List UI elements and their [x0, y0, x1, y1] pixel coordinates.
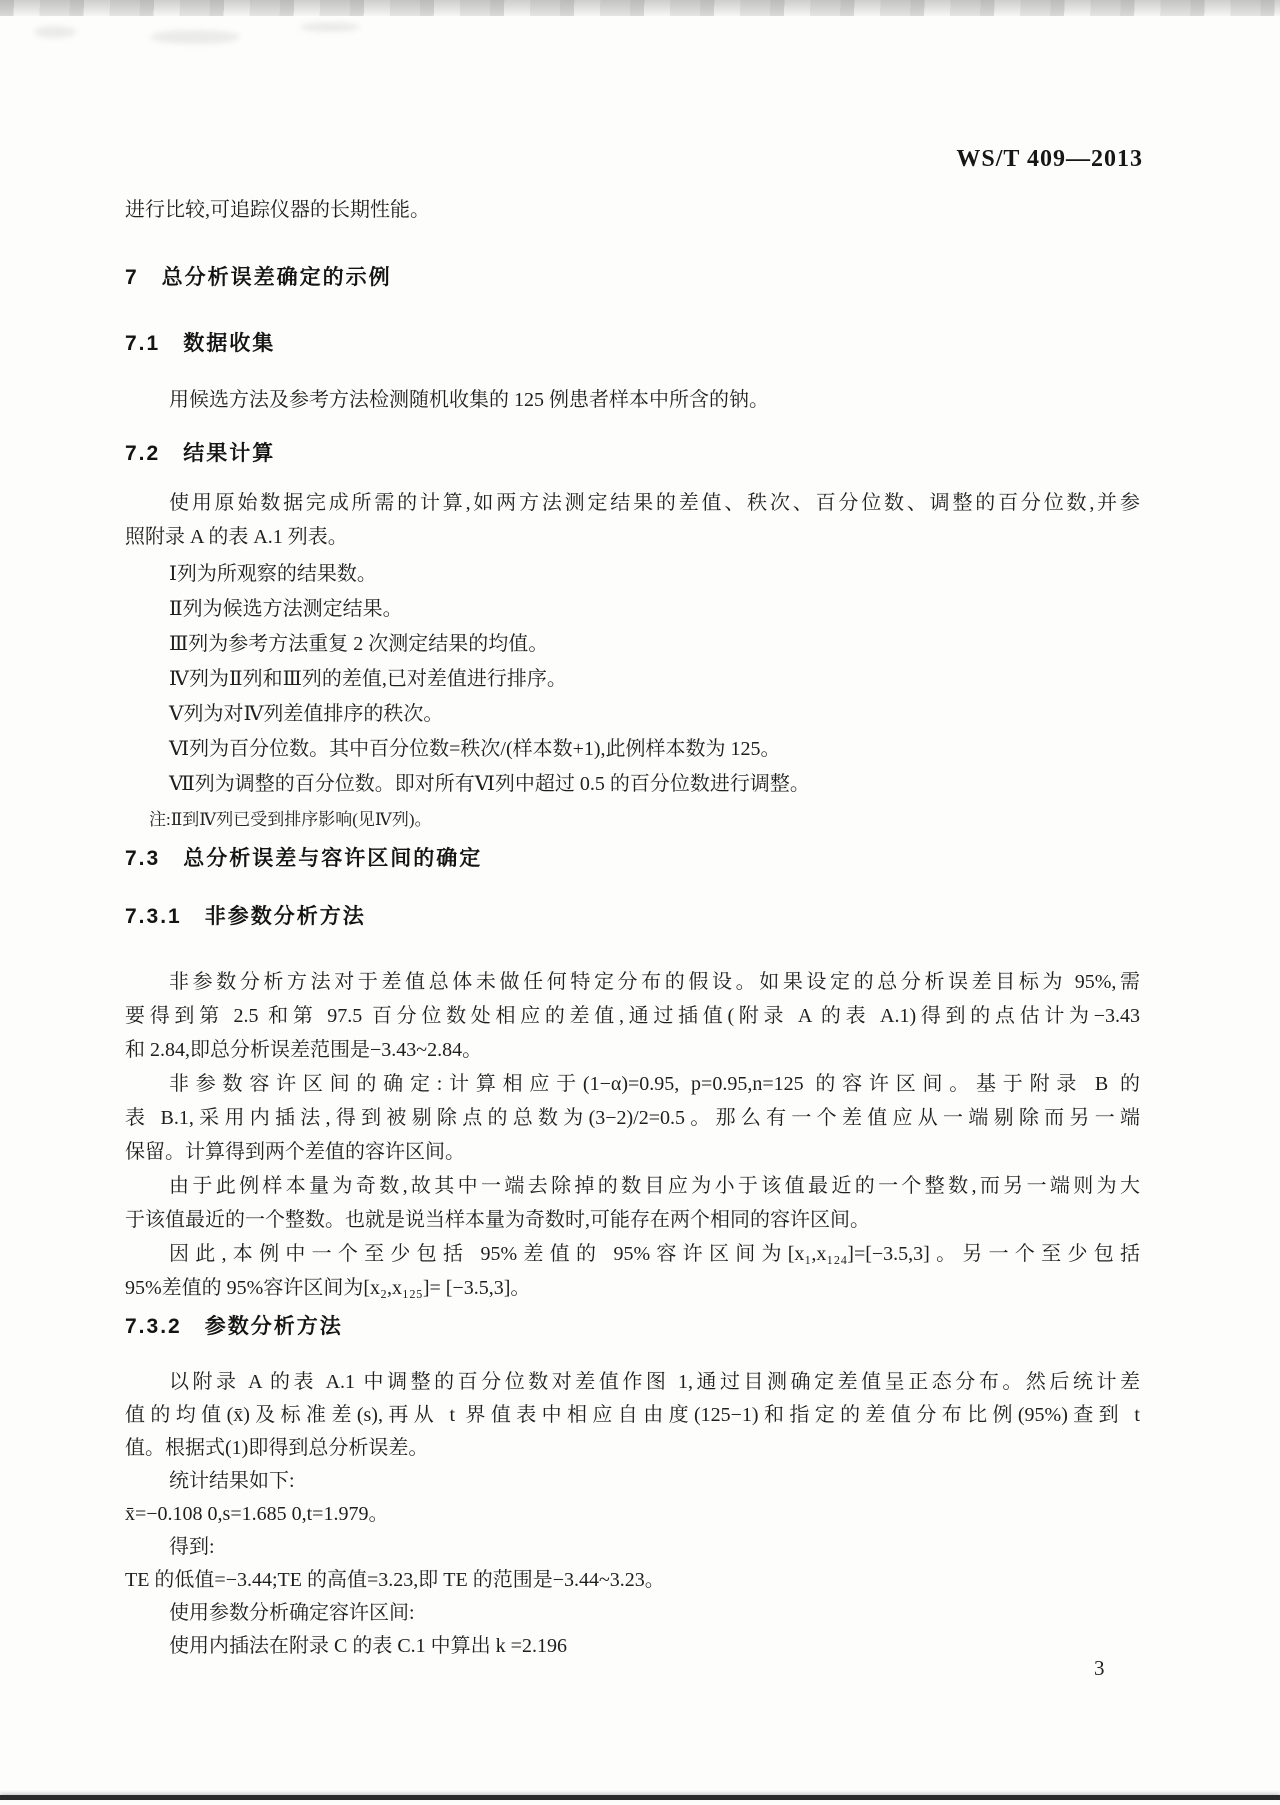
text-line: 以附录 A 的表 A.1 中调整的百分位数对差值作图 1,通过目测确定差值呈正态分布。然后统计差 [169, 1371, 1140, 1393]
text-line: 非参数分析方法对于差值总体未做任何特定分布的假设。如果设定的总分析误差目标为 95%,需 [169, 971, 1140, 993]
text-line: Ⅳ列为Ⅱ列和Ⅲ列的差值,已对差值进行排序。 [169, 668, 567, 690]
text-line: 表 B.1,采用内插法,得到被剔除点的总数为(3−2)/2=0.5。那么有一个差值应从一端剔除而另一端 [125, 1107, 1140, 1129]
section-heading: 7 总分析误差确定的示例 [125, 266, 392, 289]
text-line: x̄=−0.108 0,s=1.685 0,t=1.979。 [125, 1503, 389, 1525]
text-line: 得到: [169, 1536, 215, 1558]
text-line: TE 的低值=−3.44;TE 的高值=3.23,即 TE 的范围是−3.44~3.23。 [125, 1569, 665, 1591]
text-line: 由于此例样本量为奇数,故其中一端去除掉的数目应为小于该值最近的一个整数,而另一端则为大 [169, 1175, 1140, 1197]
section-heading: 7.3 总分析误差与容许区间的确定 [125, 847, 483, 870]
scan-smudge [150, 30, 240, 44]
text-line: 95%差值的 95%容许区间为[x₂,x₁₂₅]= [−3.5,3]。 [125, 1277, 531, 1299]
text-line: Ⅲ列为参考方法重复 2 次测定结果的均值。 [169, 633, 549, 655]
scan-smudge [34, 26, 76, 38]
text-line: 使用原始数据完成所需的计算,如两方法测定结果的差值、秩次、百分位数、调整的百分位数,并参 [169, 492, 1140, 514]
text-line: 照附录 A 的表 A.1 列表。 [125, 526, 348, 548]
text-line: 非参数容许区间的确定:计算相应于(1−α)=0.95, p=0.95,n=125 的容许区间。基于附录 B 的 [169, 1073, 1140, 1095]
text-line: 保留。计算得到两个差值的容许区间。 [125, 1141, 465, 1163]
text-line: 用候选方法及参考方法检测随机收集的 125 例患者样本中所含的钠。 [169, 389, 769, 411]
text-line: 值。根据式(1)即得到总分析误差。 [125, 1437, 429, 1459]
text-line: 进行比较,可追踪仪器的长期性能。 [125, 199, 430, 221]
text-line: 要得到第 2.5 和第 97.5 百分位数处相应的差值,通过插值(附录 A 的表 A.1)得到的点估计为−3.43 [125, 1005, 1140, 1027]
text-line: Ⅱ列为候选方法测定结果。 [169, 598, 403, 620]
text-line: Ⅶ列为调整的百分位数。即对所有Ⅵ列中超过 0.5 的百分位数进行调整。 [169, 773, 810, 795]
text-line: 值的均值(x̄)及标准差(s),再从 t 界值表中相应自由度(125−1)和指定的差值分布比例(95%)查到 t [125, 1404, 1140, 1426]
text-line: 于该值最近的一个整数。也就是说当样本量为奇数时,可能存在两个相同的容许区间。 [125, 1209, 870, 1231]
scan-smudge [300, 22, 360, 32]
scan-edge-bottom [0, 1795, 1280, 1800]
text-line: 使用参数分析确定容许区间: [169, 1602, 415, 1624]
text-line: Ⅵ列为百分位数。其中百分位数=秩次/(样本数+1),此例样本数为 125。 [169, 738, 781, 760]
section-heading: 7.3.2 参数分析方法 [125, 1315, 343, 1338]
standard-number-header: WS/T 409—2013 [956, 146, 1143, 172]
section-heading: 7.1 数据收集 [125, 332, 276, 355]
text-line: 和 2.84,即总分析误差范围是−3.43~2.84。 [125, 1039, 483, 1061]
text-line: Ⅰ列为所观察的结果数。 [169, 563, 377, 585]
scan-edge-top [0, 0, 1280, 16]
page-number: 3 [1094, 1656, 1105, 1680]
text-line: 因此,本例中一个至少包括 95%差值的 95%容许区间为[x₁,x₁₂₄]=[−3.5,3]。另一个至少包括 [169, 1243, 1140, 1265]
section-heading: 7.2 结果计算 [125, 442, 276, 465]
text-line: 注:Ⅱ到Ⅳ列已受到排序影响(见Ⅳ列)。 [149, 810, 432, 829]
section-heading: 7.3.1 非参数分析方法 [125, 905, 366, 928]
text-line: 使用内插法在附录 C 的表 C.1 中算出 k =2.196 [169, 1635, 567, 1657]
text-line: 统计结果如下: [169, 1470, 295, 1492]
text-line: Ⅴ列为对Ⅳ列差值排序的秩次。 [169, 703, 444, 725]
